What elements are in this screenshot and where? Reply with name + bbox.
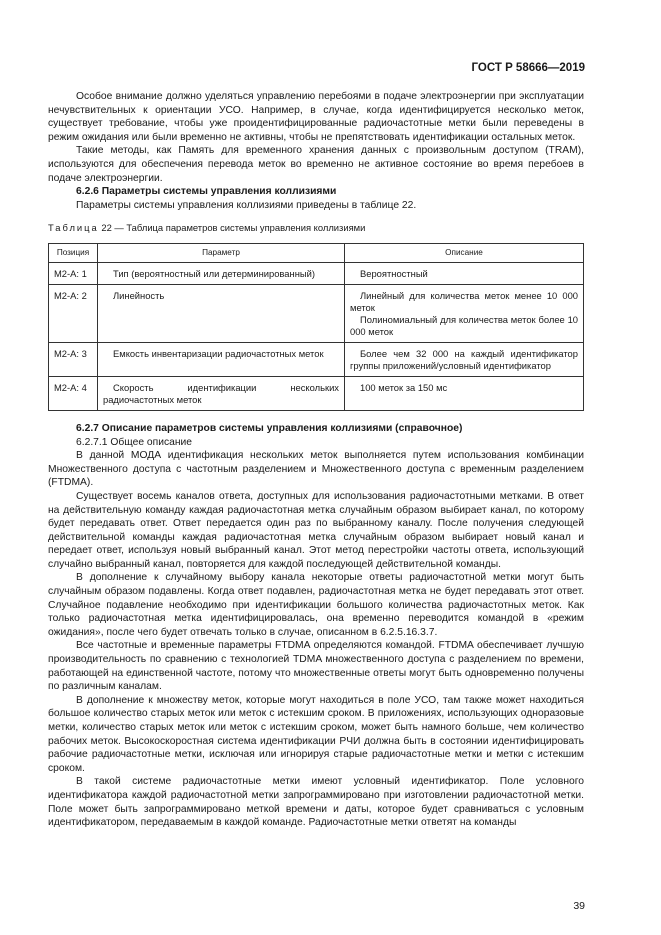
column-header-position: Позиция xyxy=(49,243,98,262)
page-number: 39 xyxy=(573,900,585,912)
subsection-heading-6-2-7-1: 6.2.7.1 Общее описание xyxy=(76,436,193,448)
cell-parameter-text: Линейность xyxy=(113,289,165,301)
cell-description-text: Вероятностный xyxy=(360,267,428,279)
cell-description-text: Более чем 32 000 на каждый идентификатор группы приложений/условный идентификатор xyxy=(350,347,578,371)
column-header-description: Описание xyxy=(345,243,584,262)
paragraph: В дополнение к случайному выбору канала некоторые ответы радиочастотной метки могут быть случайным образом подавлены. Когда ответ подавлен, радиочастотная метка не будет передавать этот ответ. Случайное подавление необходимо при идентификации большого количества радиочастотных меток. Как только радиочастотная метка идентифицировалась, она временно переводится командой в «режим ожидания», после чего будет отвечать только в случае, описанном в 6.2.5.16.3.7. xyxy=(48,572,584,638)
paragraph: Параметры системы управления коллизиями приведены в таблице 22. xyxy=(76,199,417,211)
cell-description-text: Полиномиальный для количества меток более 10 000 меток xyxy=(350,313,578,337)
paragraph: Существует восемь каналов ответа, доступных для использования радиочастотными метками. В ответ на действительную команду каждая радиочастотная метка случайным образом выбирает канал, по которому будет передавать ответ. Ответ передается один раз по выбранному каналу. После получения следующей действительной команды каждая радиочастотная метка случайным образом выбирает новый канал и передает ответ, используя новый выбранный канал. Этот метод перестройки частоты ответа, использующий случайно выбранный канал, повторяется для каждой последующей действительной команды. xyxy=(48,490,584,570)
cell-parameter-text: Тип (вероятностный или детерминированный) xyxy=(113,267,315,279)
cell-parameter xyxy=(98,284,345,342)
paragraph: В такой системе радиочастотные метки имеют условный идентификатор. Поле условного идентификатора каждой радиочастотной метки запрограммировано при изготовлении радиочастотной метки. Поле может быть запрограммировано меткой времени и даты, которое будет сравниваться с условным идентификатором, передаваемым в каждой команде. Радиочастотные метки ответят на команды xyxy=(48,776,584,829)
cell-description xyxy=(345,376,584,410)
paragraph: Особое внимание должно уделяться управлению перебоями в подаче электроэнергии при эксплуатации нечувствительных к ориентации УСО. Например, в случае, когда идентифицируется несколько меток, существует требование, чтобы уже проидентифицированные радиочастотные метки были переведены в режим ожидания или были временно не активны, чтобы не препятствовать идентификации остальных меток. xyxy=(48,91,584,143)
cell-parameter-text: Емкость инвентаризации радиочастотных меток xyxy=(113,347,324,359)
table-row xyxy=(49,376,584,410)
paragraph: Такие методы, как Память для временного хранения данных с произвольным доступом (TRAM), используются для обеспечения перевода меток во временно не активное состояние во время перебоев в подаче электроэнергии. xyxy=(48,145,584,184)
paragraph: В данной МОДА идентификация нескольких меток выполняется путем использования комбинации Множественного доступа с частотным разделением и Множественного доступа с временным разделением (FTDMA). xyxy=(48,450,584,489)
section-heading-6-2-7: 6.2.7 Описание параметров системы управления коллизиями (справочное) xyxy=(76,422,463,434)
cell-description xyxy=(345,284,584,342)
paragraph: Все частотные и временные параметры FTDMA определяются командой. FTDMA обеспечивает лучшую производительность по сравнению с технологией TDMA множественного доступа с разделением по времени, работающей на единственной частоте, потому что множественные ответы могут быть одновременно получены по различным каналам. xyxy=(48,640,584,693)
paragraph: В дополнение к множеству меток, которые могут находиться в поле УСО, там также может находиться большое количество старых меток или меток с истекшим сроком. В приложениях, использующих одноразовые метки, количество старых меток или меток с истекшим сроком, может быть намного больше, чем количество рабочих меток. Высокоскоростная система идентификации РЧИ должна быть в состоянии идентифицировать рабочие радиочастотные метки, исключая или игнорируя старые радиочастотные метки и метки с истекшим сроком. xyxy=(48,694,584,774)
collision-parameters-table xyxy=(48,243,584,411)
cell-description xyxy=(345,262,584,284)
cell-parameter-text: Скорость идентификации нескольких радиочастотных меток xyxy=(103,381,339,405)
cell-description xyxy=(345,342,584,376)
cell-position: M2-A: 3 xyxy=(49,342,98,376)
cell-parameter xyxy=(98,342,345,376)
cell-position: M2-A: 2 xyxy=(49,284,98,342)
cell-parameter xyxy=(98,262,345,284)
cell-position: M2-A: 4 xyxy=(49,376,98,410)
column-header-parameter: Параметр xyxy=(98,243,345,262)
cell-description-text: 100 меток за 150 мс xyxy=(360,381,448,393)
table-row xyxy=(49,262,584,284)
standard-header: ГОСТ Р 58666—2019 xyxy=(471,62,585,74)
table-caption-label: Таблица xyxy=(48,222,99,234)
table-header-row xyxy=(49,243,584,262)
section-heading-6-2-6: 6.2.6 Параметры системы управления коллизиями xyxy=(76,186,337,198)
table-caption-title: 22 — Таблица параметров системы управления коллизиями xyxy=(98,222,366,234)
table-caption xyxy=(48,221,584,235)
table-row xyxy=(49,342,584,376)
page-content xyxy=(48,90,584,830)
cell-parameter xyxy=(98,376,345,410)
cell-description-text: Линейный для количества меток менее 10 000 меток xyxy=(350,289,578,313)
cell-position: M2-A: 1 xyxy=(49,262,98,284)
table-row xyxy=(49,284,584,342)
